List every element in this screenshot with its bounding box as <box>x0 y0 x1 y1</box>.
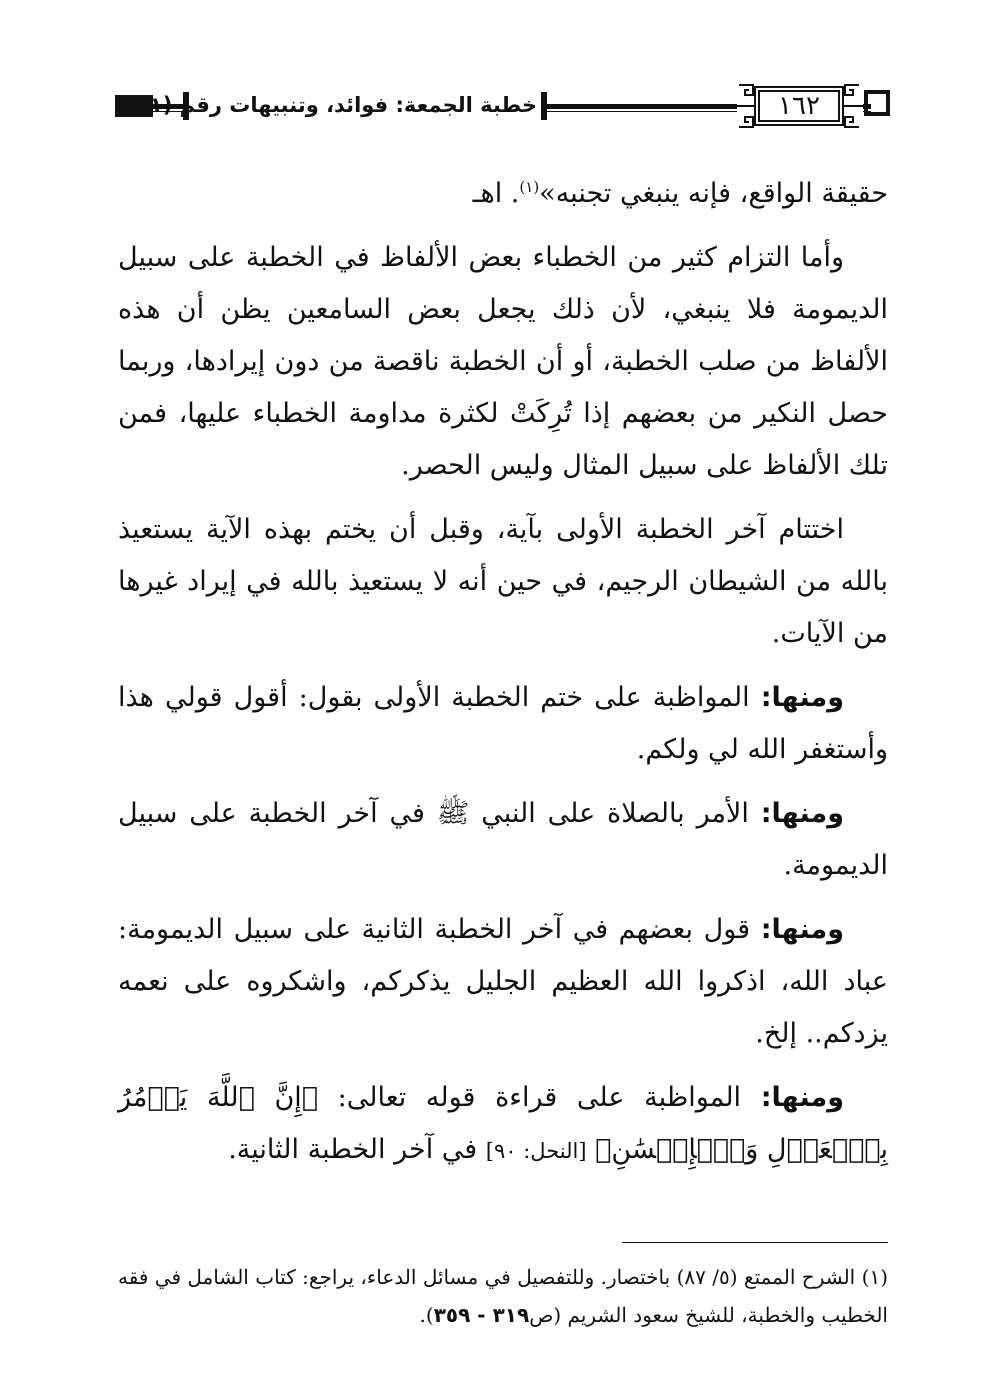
paragraph <box>118 168 888 220</box>
quran-reference: [النحل: ٩٠] <box>485 1139 587 1163</box>
item-text: المواظبة على ختم الخطبة الأولى بقول: أقول قولي هذا وأستغفر الله لي ولكم. <box>118 682 888 765</box>
footnote-marker[interactable]: (١) <box>519 178 540 196</box>
list-item <box>118 904 888 1060</box>
paragraph: اختتام آخر الخطبة الأولى بآية، وقبل أن يختم بهذه الآية يستعيذ بالله من الشيطان الرجيم، في حين أنه لا يستعيذ بالله في إيراد غيرها من الآيات. <box>118 514 888 649</box>
item-label: ومنها: <box>760 682 844 713</box>
footnote-pages: ٣١٩ - ٣٥٩ <box>433 1303 530 1327</box>
paragraph-text: . اهـ <box>472 178 520 209</box>
header-rule <box>547 104 737 112</box>
page-number-frame <box>735 81 863 131</box>
footnote-text: (١) الشرح الممتع (٥/ ٨٧) باختصار. وللتفصيل في مسائل الدعاء، يراجع: كتاب الشامل في فقه الخطيب والخطبة، للشيخ سعود الشريم (ص <box>118 1265 888 1327</box>
item-text: المواظبة على قراءة قوله تعالى: ﴿إِنَّ ٱللَّهَ يَأۡمُرُ بِٱلۡعَدۡلِ وَٱلۡإِحۡسَٰنِ﴾ <box>118 1082 888 1165</box>
page-number: ١٦٢ <box>778 91 820 121</box>
paragraph-text: حقيقة الواقع، فإنه ينبغي تجنبه» <box>539 178 888 209</box>
item-text: الأمر بالصلاة على النبي ﷺ في آخر الخطبة على سبيل الديمومة. <box>118 798 888 881</box>
item-label: ومنها: <box>760 798 845 829</box>
item-text: قول بعضهم في آخر الخطبة الثانية على سبيل الديمومة: عباد الله، اذكروا الله العظيم الجليل يذكركم، واشكروه على نعمه يزدكم.. إلخ. <box>118 914 888 1049</box>
item-label: ومنها: <box>760 914 844 945</box>
list-item <box>118 1072 888 1177</box>
paragraph: وأما التزام كثير من الخطباء بعض الألفاظ في الخطبة على سبيل الديمومة فلا ينبغي، لأن ذلك يجعل بعض السامعين يظن أن هذه الألفاظ من صلب الخطبة، أو أن الخطبة ناقصة من دون إيرادها، وربما حصل النكير من بعضهم إذا تُرِكَتْ لكثرة مداومة الخطباء عليها، فمن تلك الألفاظ على سبيل المثال وليس الحصر. <box>118 242 888 481</box>
header-ornament-square-right <box>864 90 890 116</box>
item-text: في آخر الخطبة الثانية. <box>228 1134 478 1165</box>
footnote <box>118 1258 888 1334</box>
list-item <box>118 788 888 892</box>
footnote-text: ). <box>419 1303 434 1327</box>
running-title: خطبة الجمعة: فوائد، وتنبيهات رقم (١) <box>140 93 537 117</box>
item-label: ومنها: <box>760 1082 844 1113</box>
page-header <box>115 78 890 136</box>
list-item <box>118 672 888 776</box>
body-text <box>118 168 888 1189</box>
footnote-separator <box>622 1242 888 1243</box>
